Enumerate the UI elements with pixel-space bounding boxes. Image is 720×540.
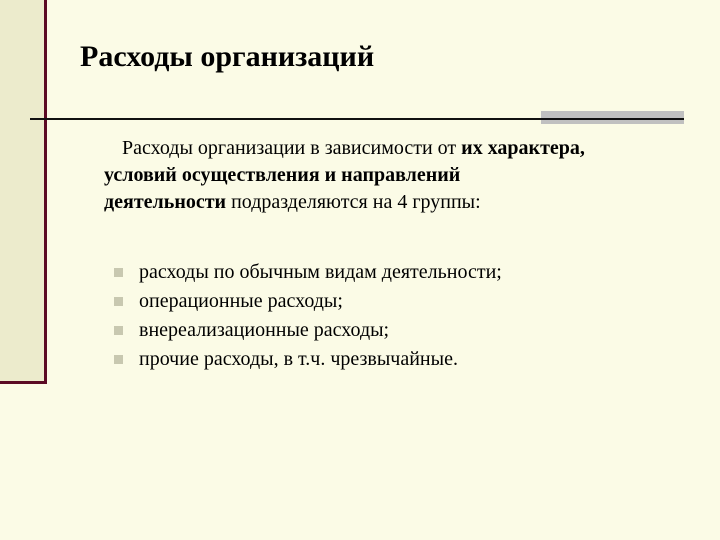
list-item-text: прочие расходы, в т.ч. чрезвычайные.	[139, 348, 458, 370]
list-item	[112, 287, 502, 316]
square-bullet-icon	[114, 268, 123, 277]
side-decoration-underline	[0, 381, 47, 384]
square-bullet-icon	[114, 326, 123, 335]
list-item	[112, 258, 502, 287]
intro-bold-conditions: условий осуществления и направлений	[104, 164, 461, 186]
intro-text-end: подразделяются на 4 группы:	[226, 191, 481, 213]
title-rule	[30, 118, 684, 120]
list-item	[112, 345, 502, 374]
square-bullet-icon	[114, 297, 123, 306]
expense-groups-list	[112, 258, 502, 374]
list-item-text: расходы по обычным видам деятельности;	[139, 261, 502, 283]
square-bullet-icon	[114, 355, 123, 364]
side-decoration-bar	[0, 0, 47, 383]
list-item	[112, 316, 502, 345]
list-item-text: операционные расходы;	[139, 290, 343, 312]
intro-bold-activity: деятельности	[104, 191, 227, 213]
list-item-text: внереализационные расходы;	[139, 319, 390, 341]
slide-title: Расходы организаций	[80, 40, 375, 73]
intro-bold-character: их характера,	[461, 137, 585, 159]
title-rule-accent-lower	[541, 120, 684, 124]
title-rule-accent	[541, 111, 684, 118]
intro-text-start: Расходы организации в зависимости от	[122, 137, 462, 159]
intro-paragraph	[104, 135, 694, 216]
